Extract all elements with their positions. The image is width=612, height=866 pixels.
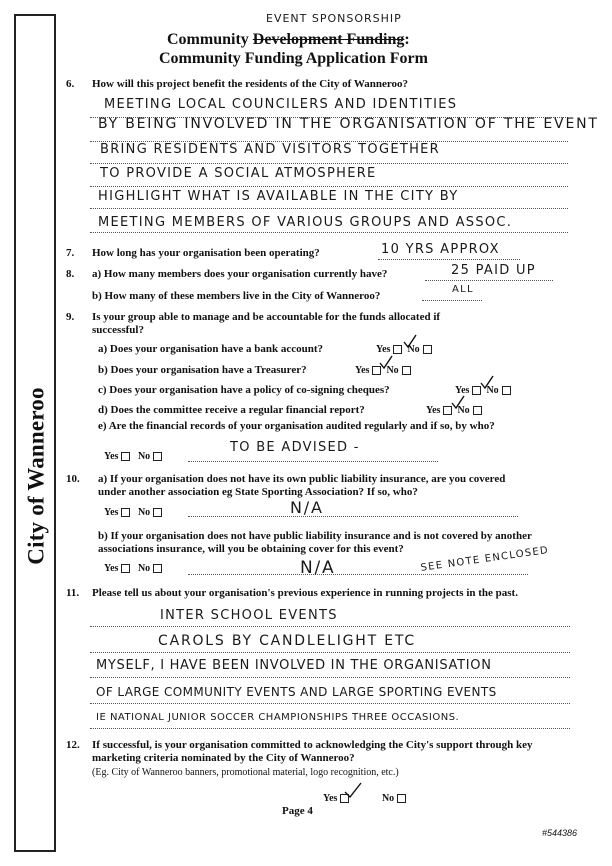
q9a-text: a) Does your organisation have a bank account? — [98, 343, 324, 355]
q9b-text: b) Does your organisation have a Treasurer? — [98, 364, 307, 376]
q9a-yes-label: Yes — [376, 344, 391, 355]
q11-answer-4: OF LARGE COMMUNITY EVENTS AND LARGE SPORTING EVENTS — [96, 685, 497, 699]
title-prefix: Community — [167, 31, 249, 48]
q10b-options — [104, 563, 162, 574]
q10b-no-label: No — [137, 563, 151, 574]
q9c-no-label: No — [486, 385, 499, 396]
sidebar-label-wrap — [18, 346, 56, 606]
q6-answer-4: TO PROVIDE A SOCIAL ATMOSPHERE — [100, 166, 377, 181]
q11-number: 11. — [66, 587, 80, 599]
q6-answer-2: BY BEING INVOLVED IN THE ORGANISATION OF THE EVENT — [98, 116, 599, 132]
q9d-no-checkbox[interactable] — [473, 406, 482, 415]
q10a-yes-label: Yes — [104, 507, 119, 518]
q9c-text: c) Does your organisation have a policy of co-signing cheques? — [98, 384, 390, 396]
q6-text: How will this project benefit the residents of the City of Wanneroo? — [92, 78, 409, 90]
q10a-no-label: No — [137, 507, 151, 518]
q7-text: How long has your organisation been operating? — [92, 247, 320, 259]
q9a-yes-checkbox[interactable] — [393, 345, 402, 354]
q6-number: 6. — [66, 78, 75, 90]
q7-number: 7. — [66, 247, 75, 259]
q6-answer-1: MEETING LOCAL COUNCILERS AND IDENTITIES — [104, 97, 458, 112]
q12-options — [323, 793, 406, 804]
q10a-yes-checkbox[interactable] — [121, 508, 130, 517]
q9e-yes-checkbox[interactable] — [121, 452, 130, 461]
page-title — [167, 30, 410, 49]
q10a-options — [104, 507, 162, 518]
q11-answer-2: CAROLS BY CANDLELIGHT ETC — [158, 633, 416, 649]
q9d-yes-label: Yes — [426, 405, 441, 416]
q10a-no-checkbox[interactable] — [153, 508, 162, 517]
q6-answer-6: MEETING MEMBERS OF VARIOUS GROUPS AND ASSOC. — [98, 215, 513, 230]
q9c-no-checkbox[interactable] — [502, 386, 511, 395]
q12-number: 12. — [66, 739, 80, 751]
q8a-text: a) How many members does your organisation currently have? — [92, 268, 388, 280]
q10a-text: a) If your organisation does not have its own public liability insurance, are you covered under another association eg State Sporting Association? If so, who? — [98, 473, 506, 498]
q8-number: 8. — [66, 268, 75, 280]
q12-example: (Eg. City of Wanneroo banners, promotional material, logo recognition, etc.) — [92, 767, 399, 778]
q6-answer-3: BRING RESIDENTS AND VISITORS TOGETHER — [100, 142, 441, 157]
q10-number: 10. — [66, 473, 80, 485]
q12-yes-label: Yes — [323, 793, 338, 804]
q9b-yes-label: Yes — [355, 365, 370, 376]
q9e-no-checkbox[interactable] — [153, 452, 162, 461]
q12-no-checkbox[interactable] — [397, 794, 406, 803]
q12-text: If successful, is your organisation committed to acknowledging the City's support through key marketing criteria nominated by the City of Wanneroo? — [92, 739, 533, 764]
q9e-no-label: No — [137, 451, 151, 462]
q9c-tick-icon — [480, 375, 494, 389]
q9e-text: e) Are the financial records of your organisation audited regularly and if so, by who? — [98, 420, 495, 432]
title-suffix: : — [404, 31, 410, 48]
q10b-text: b) If your organisation does not have public liability insurance and is not covered by another associations insurance, will you be obtaining cover for this event? — [98, 530, 532, 555]
q9a-no-checkbox[interactable] — [423, 345, 432, 354]
q10b-no-checkbox[interactable] — [153, 564, 162, 573]
q9-number: 9. — [66, 311, 75, 323]
q9e-yes-label: Yes — [104, 451, 119, 462]
sidebar-border — [14, 14, 56, 852]
title-struck: Development Funding — [252, 31, 405, 48]
q11-answer-3: MYSELF, I HAVE BEEN INVOLVED IN THE ORGANISATION — [96, 658, 492, 673]
q12-no-label: No — [381, 793, 395, 804]
q8b-answer: ALL — [452, 284, 474, 295]
q12-tick-icon — [344, 782, 362, 798]
q9d-text: d) Does the committee receive a regular financial report? — [98, 404, 365, 416]
q9d-no-label: No — [457, 405, 470, 416]
q10b-answer: N/A — [300, 558, 336, 578]
q7-answer: 10 YRS APPROX — [381, 242, 500, 257]
page-number: Page 4 — [282, 805, 313, 817]
q6-answer-5: HIGHLIGHT WHAT IS AVAILABLE IN THE CITY BY — [98, 189, 459, 204]
q10b-yes-checkbox[interactable] — [121, 564, 130, 573]
q10b-yes-label: Yes — [104, 563, 119, 574]
q9d-tick-icon — [451, 395, 465, 409]
document-number: #544386 — [542, 828, 578, 838]
page-subtitle: Community Funding Application Form — [159, 50, 428, 67]
q11-answer-5: IE NATIONAL JUNIOR SOCCER CHAMPIONSHIPS THREE OCCASIONS. — [96, 712, 460, 723]
q9-text: Is your group able to manage and be accountable for the funds allocated if successful? — [92, 311, 441, 336]
q9b-tick-icon — [379, 355, 393, 369]
q8b-text: b) How many of these members live in the City of Wanneroo? — [92, 290, 381, 302]
q9a-no-label: No — [407, 344, 420, 355]
q9c-yes-label: Yes — [455, 385, 470, 396]
handwritten-title: EVENT SPONSORSHIP — [266, 12, 402, 25]
q9b-no-checkbox[interactable] — [402, 366, 411, 375]
q9e-options — [104, 451, 162, 462]
q10b-note: SEE NOTE ENCLOSED — [420, 544, 550, 574]
q8a-answer: 25 PAID UP — [451, 263, 536, 278]
q11-text: Please tell us about your organisation's previous experience in running projects in the past. — [92, 587, 518, 599]
q9a-tick-icon — [403, 334, 417, 348]
q9b-no-label: No — [386, 365, 399, 376]
q10a-answer: N/A — [290, 498, 324, 517]
q9e-answer: TO BE ADVISED - — [230, 440, 360, 455]
sidebar-label: City of Wanneroo — [24, 387, 50, 565]
q11-answer-1: INTER SCHOOL EVENTS — [160, 608, 338, 623]
